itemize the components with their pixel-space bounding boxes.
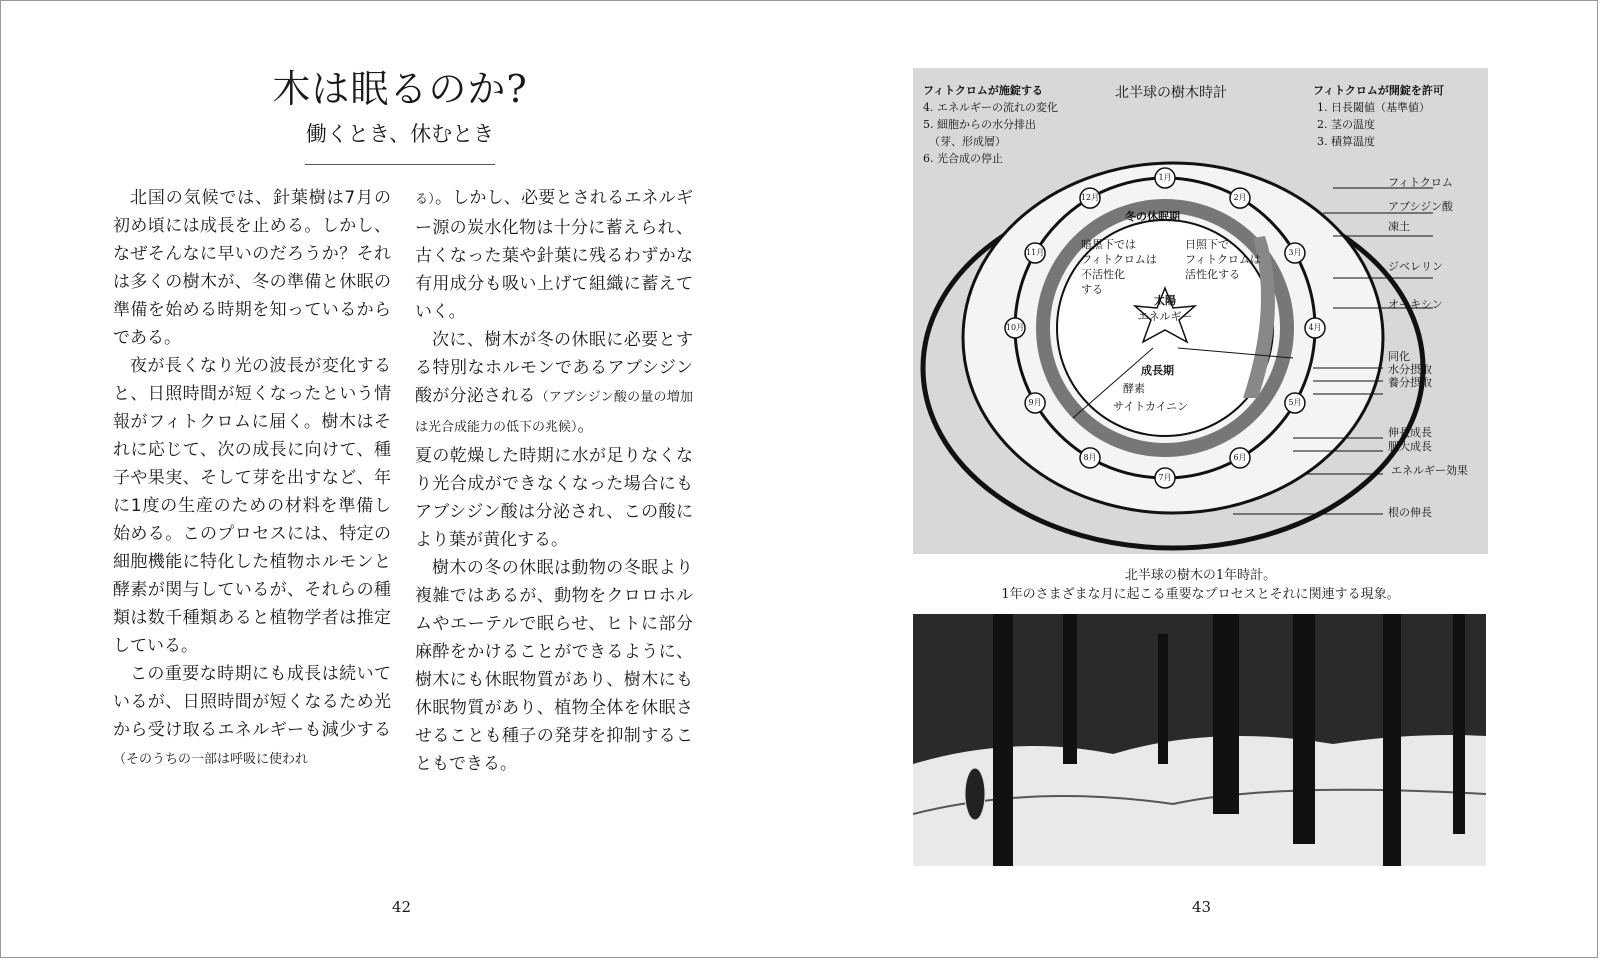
figure-caption: [913, 566, 1488, 604]
diagram-side-label: アブシジン酸: [1388, 200, 1454, 213]
paragraph: 夜が長くなり光の波長が変化すると、日照時間が短くなったという情報がフィトクロムに届く。樹木はそれに応じて、次の成長に向けて、種子や果実、そして芽を出すなど、年に1度の生産のための材料を準備し始める。このプロセスには、特定の細胞機能に特化した植物ホルモンと酵素が関与しているが、それらの種類は数千種類あると植物学者は推定している。: [113, 356, 391, 656]
page-subtitle: 働くとき、休むとき: [305, 122, 495, 146]
paragraph-text: 。しかし、必要とされるエネルギー源の炭水化物は十分に蓄えられ、古くなった葉や針葉に残るわずかな有用成分も吸い上げて組織に蓄えていく。: [415, 188, 693, 322]
month-marker: 2月: [1233, 193, 1247, 203]
diagram-growth-label: 成長期: [1141, 364, 1174, 377]
paragraph: 北国の気候では、針葉樹は7月の初め頃には成長を止める。しかし、なぜそんなに早いのだろうか？それは多くの樹木が、冬の準備と休眠の準備を始める時期を知っているからである。: [113, 188, 391, 348]
month-marker: 3月: [1288, 248, 1302, 257]
woodcut-art: [913, 614, 1486, 866]
diagram-inner-right: 日照下で: [1185, 238, 1229, 251]
month-marker: 11月: [1026, 248, 1045, 257]
diagram-side-label: 肥大成長: [1388, 440, 1432, 453]
month-marker: 7月: [1158, 473, 1172, 482]
diagram-inner-left: する: [1081, 283, 1103, 296]
paragraph-text: 次に、樹木が冬の休眠に必要とする特別なホルモンであるアブシジン酸が分泌される: [415, 330, 693, 406]
caption-line: 1年のさまざまな月に起こる重要なプロセスとそれに関連する現象。: [1001, 587, 1400, 602]
diagram-sun-label: エネルギー: [1137, 310, 1193, 323]
page-number: 42: [392, 898, 412, 916]
paragraph: 次に、樹木が冬の休眠に必要とする特別なホルモンであるアブシジン酸が分泌される（アブシジン酸の量の増加は光合成能力の低下の兆候）。: [415, 330, 693, 436]
paragraph: [113, 660, 391, 774]
diagram-right-item: 2. 茎の温度: [1317, 118, 1375, 131]
diagram-side-label: 同化: [1388, 350, 1410, 363]
page-title: 木は眠るのか?: [272, 67, 528, 111]
diagram-inner-left: 不活性化: [1081, 268, 1125, 281]
diagram-title: 北半球の樹木時計: [1115, 85, 1227, 101]
paragraph: 夏の乾燥した時期に水が足りなくなり光合成ができなくなった場合にもアブシジン酸は分泌され、この酸により葉が黄化する。: [415, 446, 693, 550]
diagram-cytokinin-label: サイトカイニン: [1113, 400, 1189, 413]
diagram-left-item: 6. 光合成の停止: [923, 152, 1003, 165]
diagram-inner-left: フィトクロムは: [1081, 253, 1157, 266]
diagram-right-item: 3. 積算温度: [1317, 135, 1375, 148]
month-marker: 8月: [1083, 452, 1097, 462]
diagram-side-label: 伸長成長: [1388, 426, 1432, 439]
paragraph: [415, 184, 693, 326]
text-column-2: [415, 184, 693, 778]
month-marker: 6月: [1233, 452, 1247, 462]
text-column-1: [113, 184, 391, 774]
month-marker: 9月: [1028, 398, 1042, 407]
diagram-enzyme-label: 酵素: [1123, 382, 1145, 395]
diagram-left-item: （芽、形成層）: [929, 135, 1006, 148]
diagram-side-label: 根の伸長: [1388, 506, 1432, 519]
winter-forest-illustration: [913, 614, 1486, 866]
diagram-right-item: 1. 日長閾値（基準値）: [1317, 101, 1430, 114]
diagram-left-header: フィトクロムが施錠する: [923, 84, 1043, 97]
paragraph: 樹木の冬の休眠は動物の冬眠より複雑ではあるが、動物をクロロホルムやエーテルで眠らせ、ヒトに部分麻酔をかけることができるように、樹木にも休眠物質があり、樹木にも休眠物質があり、植物全体を休眠させることも種子の発芽を抑制することもできる。: [415, 558, 693, 774]
diagram-winter-label: 冬の休眠期: [1125, 210, 1180, 223]
tree-clock-diagram: [913, 68, 1488, 554]
diagram-inner-right: 活性化する: [1185, 268, 1240, 281]
diagram-side-label: ジベレリン: [1388, 260, 1443, 273]
diagram-side-label: 水分摂取: [1388, 363, 1432, 376]
page-number: 43: [1192, 898, 1212, 916]
right-page: [800, 0, 1600, 960]
aside-note: （アブシジン酸の量の増加は光合成能力の低下の兆候）: [415, 390, 693, 435]
month-marker: 10月: [1005, 323, 1025, 332]
diagram-side-label: 凍土: [1388, 220, 1410, 233]
title-divider: [305, 164, 495, 165]
month-marker: 1月: [1158, 173, 1172, 182]
diagram-inner-left: 暗黒下では: [1081, 238, 1136, 251]
diagram-side-label: フィトクロム: [1388, 176, 1453, 189]
diagram-sun-label: 太陽: [1154, 294, 1176, 307]
paragraph-text: この重要な時期にも成長は続いているが、日照時間が短くなるため光から受け取るエネルギーも減少する: [113, 664, 391, 740]
diagram-inner-right: フィトクロムは: [1185, 253, 1261, 266]
aside-note: （そのうちの一部は呼吸に使われ: [113, 752, 309, 767]
month-marker: 4月: [1308, 323, 1322, 332]
diagram-side-label: 養分摂取: [1388, 376, 1432, 389]
aside-note: る）: [415, 192, 435, 207]
month-marker: 12月: [1080, 193, 1100, 203]
diagram-left-item: 4. エネルギーの流れの変化: [923, 101, 1058, 114]
diagram-right-header: フィトクロムが開錠を許可: [1313, 84, 1444, 97]
diagram-side-label: オーキシン: [1388, 298, 1443, 311]
month-marker: 5月: [1288, 398, 1302, 407]
diagram-side-label: エネルギー効果: [1391, 464, 1468, 477]
diagram-left-item: 5. 細胞からの水分排出: [923, 118, 1036, 131]
caption-line: 北半球の樹木の1年時計。: [1124, 568, 1277, 583]
